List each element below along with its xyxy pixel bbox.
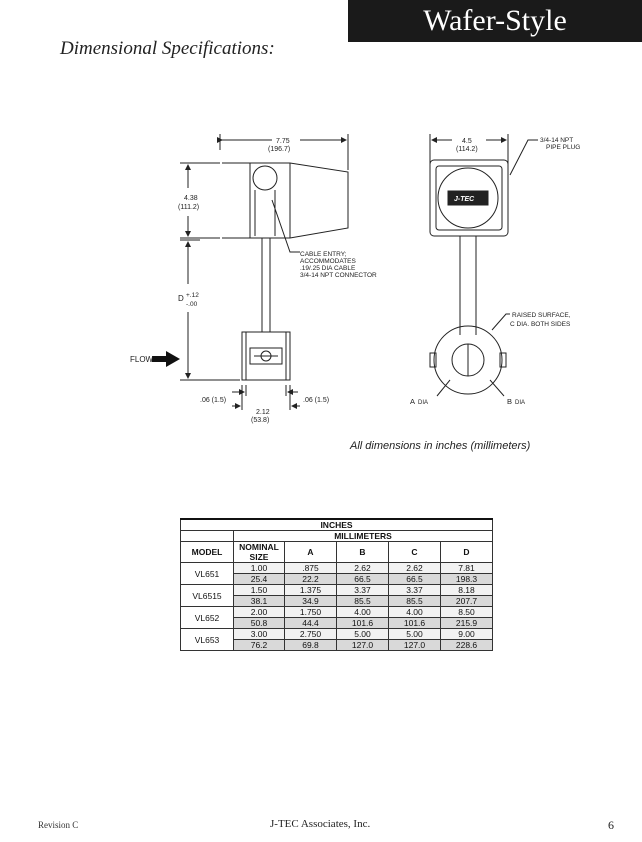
- col-b-header: B: [337, 542, 389, 563]
- footer-page-number: 6: [608, 818, 614, 832]
- dimensions-note: All dimensions in inches (millimeters): [350, 440, 531, 452]
- spec-table: [180, 518, 493, 651]
- d-mm-cell: 228.6: [441, 640, 493, 651]
- col-a-header: A: [285, 542, 337, 563]
- a-mm-cell: 22.2: [285, 574, 337, 585]
- banner-title: Wafer-Style: [423, 4, 567, 37]
- table-column-header-row: [181, 542, 493, 553]
- col-model-header: MODEL: [181, 542, 234, 563]
- nominal-in-cell: 1.00: [234, 563, 285, 574]
- c-in-cell: 3.37: [389, 585, 441, 596]
- nominal-mm-cell: 25.4: [234, 574, 285, 585]
- col-d-header: D: [441, 542, 493, 563]
- a-in-cell: 2.750: [285, 629, 337, 640]
- right-gap-dim: .06 (1.5): [303, 397, 330, 404]
- d-in-cell: 8.50: [441, 607, 493, 618]
- nominal-in-cell: 1.50: [234, 585, 285, 596]
- col-c-header: C: [389, 542, 441, 563]
- a-in-cell: 1.750: [285, 607, 337, 618]
- front-width-dim-mm: (114.2): [456, 146, 478, 153]
- b-mm-cell: 66.5: [337, 574, 389, 585]
- flow-label: FLOW: [130, 355, 154, 364]
- cable-entry-line-2: ACCOMMODATES: [300, 258, 356, 265]
- cable-entry-leader: [272, 200, 300, 252]
- model-cell: VL651: [181, 563, 234, 585]
- table-row: [181, 629, 493, 640]
- b-mm-cell: 85.5: [337, 596, 389, 607]
- a-in-cell: .875: [285, 563, 337, 574]
- nominal-mm-cell: 50.8: [234, 618, 285, 629]
- table-header-row-inches: [181, 519, 493, 531]
- flow-arrow: [152, 351, 180, 367]
- side-height-dim-mm: (111.2): [178, 204, 200, 211]
- c-mm-cell: 66.5: [389, 574, 441, 585]
- model-cell: VL652: [181, 607, 234, 629]
- b-dia-label: B: [507, 397, 513, 406]
- pipe-plug-line-1: 3/4-14 NPT: [540, 137, 574, 144]
- nominal-in-cell: 2.00: [234, 607, 285, 618]
- body-width-dim-mm: (53.8): [251, 417, 270, 424]
- housing-cone: [250, 163, 348, 238]
- b-dia-suffix: DIA: [515, 400, 526, 406]
- a-dia-suffix: DIA: [418, 400, 429, 406]
- a-mm-cell: 34.9: [285, 596, 337, 607]
- nominal-in-cell: 3.00: [234, 629, 285, 640]
- raised-surface-leader: [492, 314, 510, 330]
- cable-entry-port: [253, 166, 277, 190]
- unit-mm-header: MILLIMETERS: [234, 531, 493, 542]
- col-nominal-header: NOMINAL: [234, 542, 285, 553]
- body-width-dim: 2.12: [256, 409, 270, 416]
- cable-entry-line-1: CABLE ENTRY;: [300, 251, 347, 258]
- left-gap-dim: .06 (1.5): [200, 397, 227, 404]
- b-in-cell: 2.62: [337, 563, 389, 574]
- side-d-tol-plus: +.12: [186, 292, 199, 299]
- front-width-dim: 4.5: [462, 138, 472, 145]
- d-mm-cell: 215.9: [441, 618, 493, 629]
- housing-left: [222, 163, 250, 238]
- c-in-cell: 2.62: [389, 563, 441, 574]
- b-mm-cell: 127.0: [337, 640, 389, 651]
- side-height-dim: 4.38: [184, 195, 198, 202]
- raised-surface-line-1: RAISED SURFACE,: [512, 312, 571, 319]
- model-cell: VL6515: [181, 585, 234, 607]
- b-mm-cell: 101.6: [337, 618, 389, 629]
- pipe-plug-leader: [510, 140, 538, 175]
- b-in-cell: 3.37: [337, 585, 389, 596]
- section-title: Dimensional Specifications:: [60, 38, 275, 59]
- d-mm-cell: 198.3: [441, 574, 493, 585]
- table-header-row-mm: [181, 531, 493, 542]
- a-mm-cell: 44.4: [285, 618, 337, 629]
- d-mm-cell: 207.7: [441, 596, 493, 607]
- model-cell: VL653: [181, 629, 234, 651]
- footer-revision: Revision C: [38, 820, 79, 830]
- table-row: [181, 585, 493, 596]
- c-mm-cell: 127.0: [389, 640, 441, 651]
- footer-company: J-TEC Associates, Inc.: [270, 818, 371, 830]
- cable-entry-line-4: 3/4-14 NPT CONNECTOR: [300, 272, 377, 279]
- side-width-dim: 7.75: [276, 138, 290, 145]
- a-mm-cell: 69.8: [285, 640, 337, 651]
- c-in-cell: 4.00: [389, 607, 441, 618]
- spec-table-wrap: [180, 518, 493, 651]
- a-in-cell: 1.375: [285, 585, 337, 596]
- col-size-header: SIZE: [234, 552, 285, 563]
- a-dia-label: A: [410, 397, 416, 406]
- cable-entry-line-3: .19/.25 DIA CABLE: [300, 265, 356, 272]
- unit-inches-header: INCHES: [181, 519, 493, 531]
- b-in-cell: 4.00: [337, 607, 389, 618]
- jtec-logo-text: J-TEC: [454, 196, 475, 203]
- c-mm-cell: 101.6: [389, 618, 441, 629]
- b-in-cell: 5.00: [337, 629, 389, 640]
- pipe-plug-line-2: PIPE PLUG: [546, 144, 581, 151]
- d-in-cell: 9.00: [441, 629, 493, 640]
- side-d-tol-minus: -.00: [186, 301, 198, 308]
- c-mm-cell: 85.5: [389, 596, 441, 607]
- d-in-cell: 7.81: [441, 563, 493, 574]
- nominal-mm-cell: 76.2: [234, 640, 285, 651]
- table-row: [181, 607, 493, 618]
- nominal-mm-cell: 38.1: [234, 596, 285, 607]
- raised-surface-line-2: C DIA. BOTH SIDES: [510, 321, 571, 328]
- c-in-cell: 5.00: [389, 629, 441, 640]
- side-width-dim-mm: (196.7): [268, 146, 291, 153]
- d-in-cell: 8.18: [441, 585, 493, 596]
- side-d-dim: D: [178, 294, 184, 303]
- front-view: [430, 134, 538, 396]
- table-row: [181, 563, 493, 574]
